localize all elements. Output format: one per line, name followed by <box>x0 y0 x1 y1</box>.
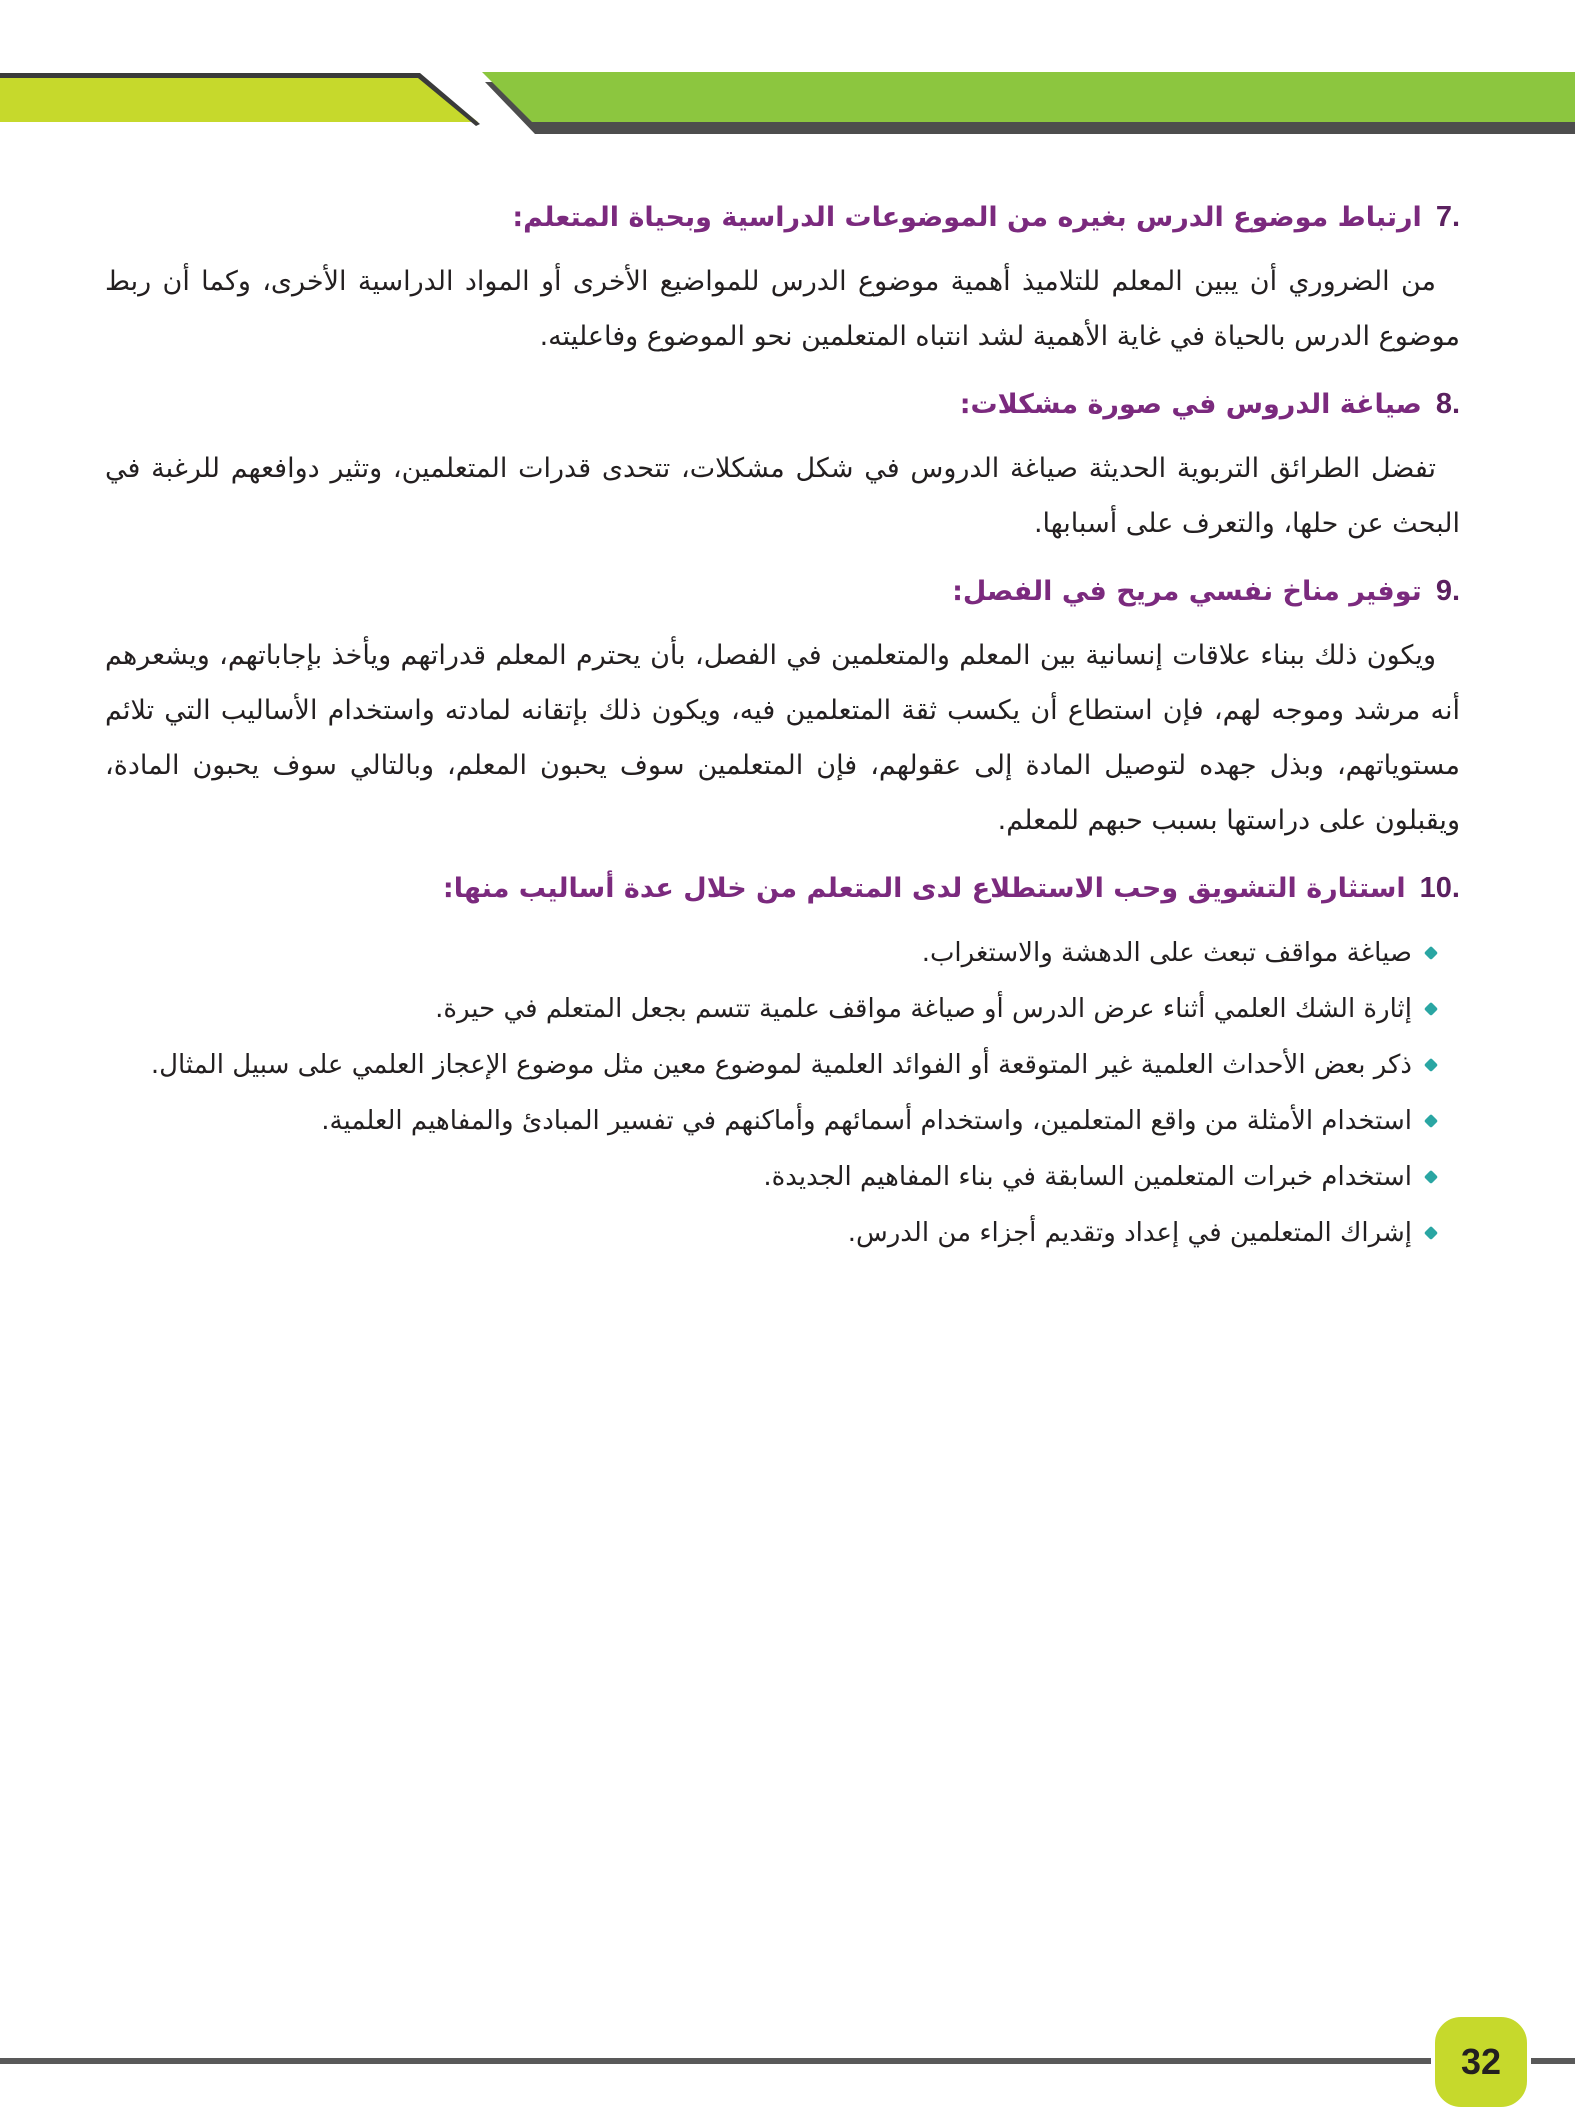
list-item <box>105 1037 1436 1093</box>
section-9-title: توفير مناخ نفسي مريح في الفصل: <box>952 576 1422 607</box>
section-7-body: من الضروري أن يبين المعلم للتلاميذ أهمية موضوع الدرس للمواضيع الأخرى أو المواد الدراسية الأخرى، وكما أن ربط موضوع الدرس بالحياة في غاية الأهمية لشد انتباه المتعلمين نحو الموضوع وفاعليته. <box>105 266 1460 352</box>
banner-green-band <box>482 72 1575 122</box>
list-item <box>105 1149 1436 1205</box>
diamond-bullet-icon <box>1424 1170 1438 1184</box>
diamond-bullet-icon <box>1424 1058 1438 1072</box>
section-7 <box>105 195 1460 364</box>
section-10-number: 10. <box>1419 872 1460 904</box>
section-9 <box>105 569 1460 848</box>
section-7-title: ارتباط موضوع الدرس بغيره من الموضوعات الدراسية وبحياة المتعلم: <box>512 202 1422 233</box>
list-item <box>105 981 1436 1037</box>
section-9-heading <box>105 569 1460 614</box>
banner-lime-band <box>0 75 478 122</box>
section-8-number: 8. <box>1435 388 1460 420</box>
section-10-heading <box>105 866 1460 911</box>
list-item-text: إثارة الشك العلمي أثناء عرض الدرس أو صياغة مواقف علمية تتسم بجعل المتعلم في حيرة. <box>435 994 1412 1024</box>
diamond-bullet-icon <box>1424 946 1438 960</box>
diamond-bullet-icon <box>1424 1002 1438 1016</box>
page-number-badge <box>1431 2013 1531 2111</box>
section-8-title: صياغة الدروس في صورة مشكلات: <box>959 389 1422 420</box>
section-7-heading <box>105 195 1460 240</box>
section-10-title: استثارة التشويق وحب الاستطلاع لدى المتعلم من خلال عدة أساليب منها: <box>442 873 1406 904</box>
diamond-bullet-icon <box>1424 1114 1438 1128</box>
diamond-bullet-icon <box>1424 1226 1438 1240</box>
header-banner <box>0 0 1575 150</box>
page-number: 32 <box>1460 2041 1502 2082</box>
section-10-bullet-list <box>105 925 1460 1261</box>
section-7-number: 7. <box>1435 201 1460 233</box>
list-item-text: استخدام خبرات المتعلمين السابقة في بناء المفاهيم الجديدة. <box>763 1162 1412 1192</box>
list-item-text: إشراك المتعلمين في إعداد وتقديم أجزاء من الدرس. <box>847 1218 1412 1248</box>
list-item-text: صياغة مواقف تبعث على الدهشة والاستغراب. <box>921 938 1412 968</box>
footer-rule <box>0 2058 1575 2064</box>
section-9-body: ويكون ذلك ببناء علاقات إنسانية بين المعلم والمتعلمين في الفصل، بأن يحترم المعلم قدراتهم ويأخذ بإجاباتهم، ويشعرهم أنه مرشد وموجه لهم، فإن استطاع أن يكسب ثقة المتعلمين فيه، ويكون ذلك بإتقانه لمادته واستخدام الأساليب التي تلائم مستوياتهم، وبذل جهده لتوصيل المادة إلى عقولهم، فإن المتعلمين سوف يحبون المعلم، وبالتالي سوف يحبون المادة، ويقبلون على دراستها بسبب حبهم للمعلم. <box>105 640 1460 836</box>
list-item-text: استخدام الأمثلة من واقع المتعلمين، واستخدام أسمائهم وأماكنهم في تفسير المبادئ والمفاهيم العلمية. <box>321 1106 1412 1136</box>
section-8-body: تفضل الطرائق التربوية الحديثة صياغة الدروس في شكل مشكلات، تتحدى قدرات المتعلمين، وتثير دوافعهم للرغبة في البحث عن حلها، والتعرف على أسبابها. <box>105 453 1460 539</box>
section-8 <box>105 382 1460 551</box>
section-10 <box>105 866 1460 1261</box>
section-8-heading <box>105 382 1460 427</box>
section-9-number: 9. <box>1435 575 1460 607</box>
page-content <box>105 195 1460 1261</box>
list-item <box>105 925 1436 981</box>
list-item <box>105 1205 1436 1261</box>
list-item <box>105 1093 1436 1149</box>
list-item-text: ذكر بعض الأحداث العلمية غير المتوقعة أو الفوائد العلمية لموضوع معين مثل موضوع الإعجاز العلمي على سبيل المثال. <box>150 1050 1412 1080</box>
